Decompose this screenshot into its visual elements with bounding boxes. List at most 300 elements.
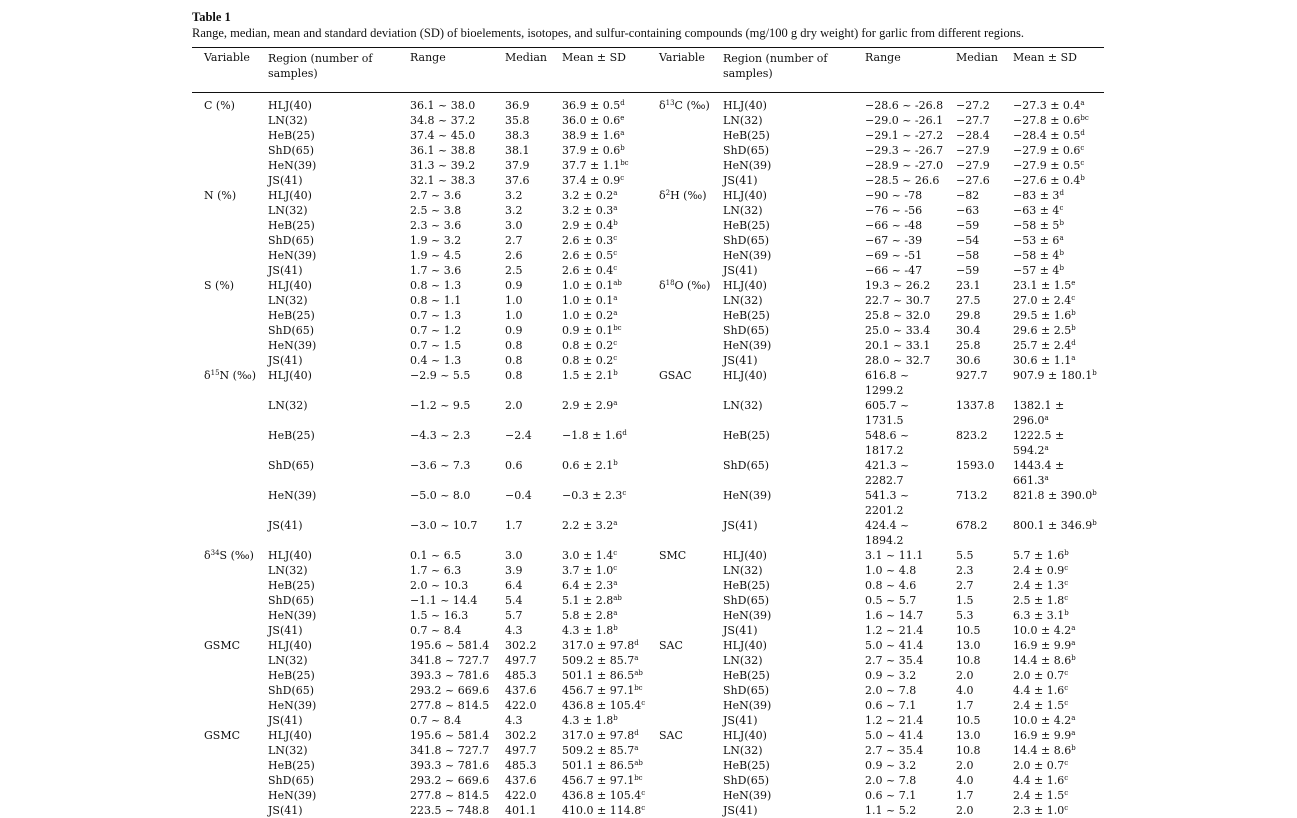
cell-text: JS(41) — [723, 264, 758, 277]
cell-text: 195.6 ~ 581.4 — [410, 729, 490, 742]
cell-median — [505, 398, 523, 413]
cell-text: 1731.5 — [865, 414, 904, 427]
table-row — [192, 188, 1104, 203]
cell-mean-sd — [562, 653, 638, 668]
cell-text: 0.4 ~ 1.3 — [410, 354, 462, 367]
cell-text: 2201.2 — [865, 504, 904, 517]
cell-text: 38.3 — [505, 129, 530, 142]
cell-median-right — [956, 158, 990, 173]
cell-median-right — [956, 218, 979, 233]
cell-region-right — [723, 548, 767, 563]
cell-text: 2.9 ± 2.9 — [562, 399, 614, 412]
cell-text: −27.7 — [956, 114, 990, 127]
cell-median-right — [956, 488, 988, 503]
cell-region — [268, 173, 303, 188]
cell-mean-sd — [562, 623, 618, 638]
cell-median-right — [956, 698, 974, 713]
cell-text: ShD(65) — [268, 684, 315, 697]
header-range: Range — [410, 51, 446, 64]
cell-range-right — [865, 608, 923, 623]
variable-suffix: C (‰) — [674, 99, 710, 112]
cell-text: 5.1 ± 2.8 — [562, 594, 614, 607]
table-row — [192, 758, 1104, 773]
cell-text: HLJ(40) — [268, 189, 312, 202]
cell-region-right — [723, 563, 763, 578]
cell-text: 10.0 ± 4.2 — [1013, 624, 1072, 637]
cell-median-right — [956, 578, 974, 593]
cell-text: 2.4 ± 0.9 — [1013, 564, 1065, 577]
cell-mean-sd-right — [1013, 113, 1089, 128]
cell-median — [505, 668, 537, 683]
cell-region-right — [723, 188, 767, 203]
cell-mean-sd — [562, 698, 645, 713]
cell-text: 4.0 — [956, 774, 974, 787]
cell-text: 2.4 ± 1.5 — [1013, 699, 1065, 712]
cell-text: 1.7 — [956, 699, 974, 712]
cell-range — [410, 773, 489, 788]
cell-text: 19.3 ~ 26.2 — [865, 279, 931, 292]
cell-text: 10.0 ± 4.2 — [1013, 714, 1072, 727]
table-row — [192, 563, 1104, 578]
cell-range — [410, 428, 470, 443]
cell-text: 38.9 ± 1.6 — [562, 129, 621, 142]
cell-text: 6.3 ± 3.1 — [1013, 609, 1065, 622]
cell-mean-sd-right — [1013, 338, 1076, 353]
cell-range-right — [865, 728, 923, 743]
cell-text: 456.7 ± 97.1 — [562, 684, 635, 697]
cell-median-right — [956, 323, 981, 338]
cell-mean-sd-right — [1013, 653, 1076, 668]
significance-letter: b — [1059, 249, 1064, 257]
cell-range-right — [865, 578, 916, 593]
significance-letter: a — [1071, 714, 1076, 722]
cell-mean-sd-right — [1013, 803, 1068, 818]
table-row — [192, 803, 1104, 818]
cell-range-right — [865, 383, 904, 398]
cell-median — [505, 233, 523, 248]
cell-text: 1382.1 ± — [1013, 399, 1065, 412]
cell-mean-sd — [562, 758, 643, 773]
cell-region — [268, 713, 303, 728]
cell-mean-sd — [562, 308, 617, 323]
significance-letter: a — [613, 609, 618, 617]
cell-text: 907.9 ± 180.1 — [1013, 369, 1093, 382]
table-row — [192, 548, 1104, 563]
cell-range-right — [865, 623, 923, 638]
significance-letter: e — [620, 114, 625, 122]
cell-median-right — [956, 773, 974, 788]
table-title: Table 1 — [192, 10, 231, 24]
cell-text: HLJ(40) — [268, 729, 312, 742]
cell-mean-sd — [562, 233, 617, 248]
cell-region-right — [723, 293, 763, 308]
cell-text: −58 ± 5 — [1013, 219, 1060, 232]
cell-median — [505, 308, 523, 323]
significance-letter: ab — [613, 279, 622, 287]
significance-letter: c — [1064, 804, 1069, 812]
cell-text: 823.2 — [956, 429, 988, 442]
cell-region-right — [723, 608, 771, 623]
cell-median — [505, 578, 523, 593]
cell-mean-sd-right — [1013, 98, 1085, 113]
cell-region — [268, 548, 312, 563]
cell-region-right — [723, 368, 767, 383]
cell-text: 1817.2 — [865, 444, 904, 457]
significance-letter: c — [1080, 144, 1085, 152]
cell-text: −29.1 ~ -27.2 — [865, 129, 944, 142]
cell-text: 2.7 ~ 35.4 — [865, 744, 924, 757]
table-row — [192, 473, 1104, 488]
cell-mean-sd — [562, 188, 617, 203]
cell-text: JS(41) — [723, 174, 758, 187]
cell-region — [268, 98, 312, 113]
cell-text: 37.4 ± 0.9 — [562, 174, 621, 187]
cell-median — [505, 683, 537, 698]
cell-region-right — [723, 488, 771, 503]
cell-text: 2.7 ~ 3.6 — [410, 189, 462, 202]
table-row — [192, 668, 1104, 683]
cell-range-right — [865, 353, 930, 368]
cell-text: −66 ~ -47 — [865, 264, 923, 277]
cell-mean-sd — [562, 248, 617, 263]
cell-region-right — [723, 233, 769, 248]
cell-text: HLJ(40) — [723, 99, 767, 112]
cell-text: HeN(39) — [268, 159, 317, 172]
variable-prefix: δ — [204, 549, 211, 562]
cell-text: 195.6 ~ 581.4 — [410, 639, 490, 652]
cell-text: 2.0 ~ 10.3 — [410, 579, 469, 592]
cell-median — [505, 143, 530, 158]
cell-range — [410, 488, 470, 503]
cell-text: 1.9 ~ 4.5 — [410, 249, 462, 262]
cell-text: 1.9 ~ 3.2 — [410, 234, 462, 247]
cell-text: HeB(25) — [723, 759, 770, 772]
variable-suffix: S (‰) — [219, 549, 254, 562]
cell-range-right — [865, 488, 909, 503]
cell-mean-sd — [562, 218, 618, 233]
cell-mean-sd-right — [1013, 398, 1064, 413]
cell-text: HeN(39) — [723, 339, 772, 352]
table-row — [192, 233, 1104, 248]
significance-letter: a — [620, 129, 625, 137]
cell-text: −59 — [956, 264, 980, 277]
cell-region-right — [723, 308, 770, 323]
cell-text: 4.4 ± 1.6 — [1013, 774, 1065, 787]
table-row — [192, 203, 1104, 218]
cell-mean-sd-right — [1013, 308, 1076, 323]
cell-range — [410, 788, 489, 803]
significance-letter: e — [1071, 279, 1076, 287]
cell-text: HeB(25) — [723, 669, 770, 682]
cell-text: 2.4 ± 1.5 — [1013, 789, 1065, 802]
cell-mean-sd-right — [1013, 233, 1064, 248]
cell-text: −27.9 — [956, 159, 990, 172]
cell-mean-sd-right — [1013, 353, 1075, 368]
cell-mean-sd-right — [1013, 698, 1068, 713]
significance-letter: c — [613, 234, 618, 242]
variable-prefix: SMC — [659, 549, 687, 562]
cell-range — [410, 98, 475, 113]
cell-range — [410, 263, 461, 278]
cell-mean-sd-right — [1013, 443, 1049, 458]
cell-text: 0.9 ~ 3.2 — [865, 669, 917, 682]
cell-text: 436.8 ± 105.4 — [562, 699, 642, 712]
cell-text: 2.6 ± 0.3 — [562, 234, 614, 247]
cell-text: −27.8 ± 0.6 — [1013, 114, 1081, 127]
variable-prefix: SAC — [659, 639, 683, 652]
cell-text: 36.9 ± 0.5 — [562, 99, 621, 112]
cell-region-right — [723, 578, 770, 593]
cell-mean-sd-right — [1013, 728, 1075, 743]
cell-region — [268, 218, 315, 233]
cell-text: 2.6 — [505, 249, 523, 262]
cell-median — [505, 98, 530, 113]
cell-region — [268, 743, 308, 758]
cell-region-right — [723, 668, 770, 683]
cell-median-right — [956, 203, 979, 218]
cell-range-right — [865, 443, 904, 458]
cell-text: 5.0 ~ 41.4 — [865, 729, 924, 742]
variable-superscript: 15 — [210, 369, 220, 377]
significance-letter: a — [613, 204, 618, 212]
cell-text: −76 ~ -56 — [865, 204, 923, 217]
cell-text: 616.8 ~ — [865, 369, 910, 382]
cell-text: 0.8 — [505, 354, 523, 367]
cell-text: 0.8 ~ 1.3 — [410, 279, 462, 292]
cell-mean-sd — [562, 368, 618, 383]
cell-text: 37.4 ~ 45.0 — [410, 129, 476, 142]
cell-text: C (%) — [204, 99, 235, 112]
cell-text: 10.8 — [956, 654, 981, 667]
cell-range — [410, 308, 461, 323]
cell-range — [410, 623, 461, 638]
cell-mean-sd — [562, 278, 622, 293]
table-row — [192, 698, 1104, 713]
cell-text: 1.2 ~ 21.4 — [865, 624, 924, 637]
cell-text: JS(41) — [723, 354, 758, 367]
cell-range-right — [865, 668, 916, 683]
cell-mean-sd-right — [1013, 608, 1069, 623]
cell-range — [410, 368, 470, 383]
cell-text: 422.0 — [505, 699, 537, 712]
cell-text: 22.7 ~ 30.7 — [865, 294, 931, 307]
cell-range-right — [865, 113, 943, 128]
cell-region — [268, 188, 312, 203]
significance-letter: c — [1064, 789, 1069, 797]
cell-median-right — [956, 623, 981, 638]
cell-range — [410, 113, 475, 128]
cell-mean-sd — [562, 608, 617, 623]
cell-text: 30.6 ± 1.1 — [1013, 354, 1072, 367]
header-variable-right: Variable — [659, 51, 705, 64]
cell-text: 456.7 ± 97.1 — [562, 774, 635, 787]
cell-text: −4.3 ~ 2.3 — [410, 429, 471, 442]
cell-median-right — [956, 713, 981, 728]
cell-variable — [204, 188, 236, 203]
cell-mean-sd-right — [1013, 143, 1084, 158]
cell-text: 2.9 ± 0.4 — [562, 219, 614, 232]
cell-range-right — [865, 143, 943, 158]
cell-median-right — [956, 593, 974, 608]
cell-mean-sd-right — [1013, 683, 1068, 698]
cell-range-right — [865, 518, 909, 533]
cell-region-right — [723, 638, 767, 653]
cell-variable — [204, 278, 234, 293]
significance-letter: b — [1059, 264, 1064, 272]
cell-mean-sd-right — [1013, 173, 1085, 188]
significance-letter: a — [634, 654, 639, 662]
cell-text: 501.1 ± 86.5 — [562, 759, 635, 772]
table-row — [192, 248, 1104, 263]
cell-text: 2.0 ~ 7.8 — [865, 774, 917, 787]
table-row — [192, 338, 1104, 353]
variable-prefix: SAC — [659, 729, 683, 742]
cell-range-right — [865, 263, 922, 278]
cell-text: 5.7 ± 1.6 — [1013, 549, 1065, 562]
cell-mean-sd — [562, 788, 645, 803]
cell-range-right — [865, 98, 943, 113]
significance-letter: b — [1092, 369, 1097, 377]
cell-text: 10.5 — [956, 714, 981, 727]
cell-median-right — [956, 518, 988, 533]
cell-mean-sd — [562, 593, 622, 608]
cell-mean-sd-right — [1013, 578, 1068, 593]
cell-text: 3.2 ± 0.2 — [562, 189, 614, 202]
cell-region-right — [723, 128, 770, 143]
cell-text: 1.0 — [505, 294, 523, 307]
cell-text: 14.4 ± 8.6 — [1013, 654, 1072, 667]
table-row — [192, 173, 1104, 188]
cell-text: 436.8 ± 105.4 — [562, 789, 642, 802]
cell-text: 2.7 ~ 35.4 — [865, 654, 924, 667]
significance-letter: c — [1064, 699, 1069, 707]
cell-text: HeN(39) — [723, 789, 772, 802]
cell-mean-sd-right — [1013, 518, 1097, 533]
cell-text: 1.7 ~ 3.6 — [410, 264, 462, 277]
cell-mean-sd — [562, 563, 617, 578]
cell-range — [410, 233, 461, 248]
cell-text: −1.2 ~ 9.5 — [410, 399, 471, 412]
significance-letter: c — [613, 354, 618, 362]
cell-text: 1.5 ~ 16.3 — [410, 609, 469, 622]
variable-superscript: 34 — [210, 549, 220, 557]
cell-text: 223.5 ~ 748.8 — [410, 804, 490, 817]
cell-mean-sd — [562, 683, 643, 698]
table-row — [192, 488, 1104, 503]
cell-text: 0.9 ~ 3.2 — [865, 759, 917, 772]
table-row — [192, 578, 1104, 593]
cell-range-right — [865, 533, 904, 548]
cell-range — [410, 548, 461, 563]
significance-letter: d — [1059, 189, 1064, 197]
cell-text: GSMC — [204, 729, 241, 742]
cell-median-right — [956, 263, 979, 278]
header-mean-sd-right: Mean ± SD — [1013, 51, 1077, 64]
cell-median — [505, 458, 523, 473]
significance-letter: d — [620, 99, 625, 107]
cell-median — [505, 203, 523, 218]
cell-region — [268, 143, 314, 158]
cell-median — [505, 218, 523, 233]
header-region-right: Region (number of samples) — [723, 52, 828, 80]
cell-text: 1.0 ± 0.1 — [562, 294, 614, 307]
cell-range-right — [865, 563, 916, 578]
cell-text: LN(32) — [723, 744, 763, 757]
table-row — [192, 623, 1104, 638]
cell-region — [268, 653, 308, 668]
cell-variable — [204, 368, 256, 383]
cell-text: 5.3 — [956, 609, 974, 622]
cell-text: 713.2 — [956, 489, 988, 502]
significance-letter: c — [1064, 579, 1069, 587]
table-row — [192, 788, 1104, 803]
cell-text: LN(32) — [268, 744, 308, 757]
cell-range-right — [865, 638, 923, 653]
cell-region-right — [723, 683, 769, 698]
cell-text: 2.5 ± 1.8 — [1013, 594, 1065, 607]
cell-text: −28.9 ~ -27.0 — [865, 159, 944, 172]
cell-median — [505, 653, 537, 668]
header-mean-sd: Mean ± SD — [562, 51, 626, 64]
cell-range-right — [865, 158, 943, 173]
cell-text: 0.8 ~ 1.1 — [410, 294, 462, 307]
cell-median-right — [956, 248, 979, 263]
cell-variable — [204, 728, 240, 743]
cell-text: JS(41) — [268, 804, 303, 817]
cell-median — [505, 638, 537, 653]
cell-mean-sd — [562, 113, 624, 128]
cell-text: 2.5 ~ 3.8 — [410, 204, 462, 217]
cell-mean-sd — [562, 743, 638, 758]
cell-text: −27.6 — [956, 174, 990, 187]
cell-text: LN(32) — [268, 114, 308, 127]
cell-text: LN(32) — [723, 654, 763, 667]
cell-region-right — [723, 173, 758, 188]
cell-text: HeN(39) — [268, 609, 317, 622]
cell-text: LN(32) — [723, 204, 763, 217]
cell-text: 37.9 ± 0.6 — [562, 144, 621, 157]
cell-text: 16.9 ± 9.9 — [1013, 639, 1072, 652]
cell-text: 36.0 ± 0.6 — [562, 114, 621, 127]
cell-region-right — [723, 728, 767, 743]
table-row — [192, 458, 1104, 473]
cell-text: HeN(39) — [268, 789, 317, 802]
cell-text: 1.7 ~ 6.3 — [410, 564, 462, 577]
cell-median — [505, 593, 523, 608]
significance-letter: a — [1059, 234, 1064, 242]
cell-mean-sd — [562, 398, 617, 413]
cell-range-right — [865, 428, 909, 443]
table-row — [192, 128, 1104, 143]
significance-letter: d — [622, 429, 627, 437]
cell-text: 1.0 — [505, 309, 523, 322]
cell-median — [505, 278, 523, 293]
table-row — [192, 308, 1104, 323]
cell-region — [268, 638, 312, 653]
cell-median — [505, 353, 523, 368]
cell-text: HeN(39) — [723, 489, 772, 502]
cell-text: 302.2 — [505, 729, 537, 742]
cell-text: ShD(65) — [723, 144, 770, 157]
cell-mean-sd-right — [1013, 488, 1097, 503]
cell-text: −29.3 ~ -26.7 — [865, 144, 944, 157]
cell-text: 38.1 — [505, 144, 530, 157]
cell-text: 1.0 ± 0.1 — [562, 279, 614, 292]
cell-range-right — [865, 713, 923, 728]
cell-text: 605.7 ~ — [865, 399, 910, 412]
cell-text: GSMC — [204, 639, 241, 652]
cell-text: ShD(65) — [723, 594, 770, 607]
